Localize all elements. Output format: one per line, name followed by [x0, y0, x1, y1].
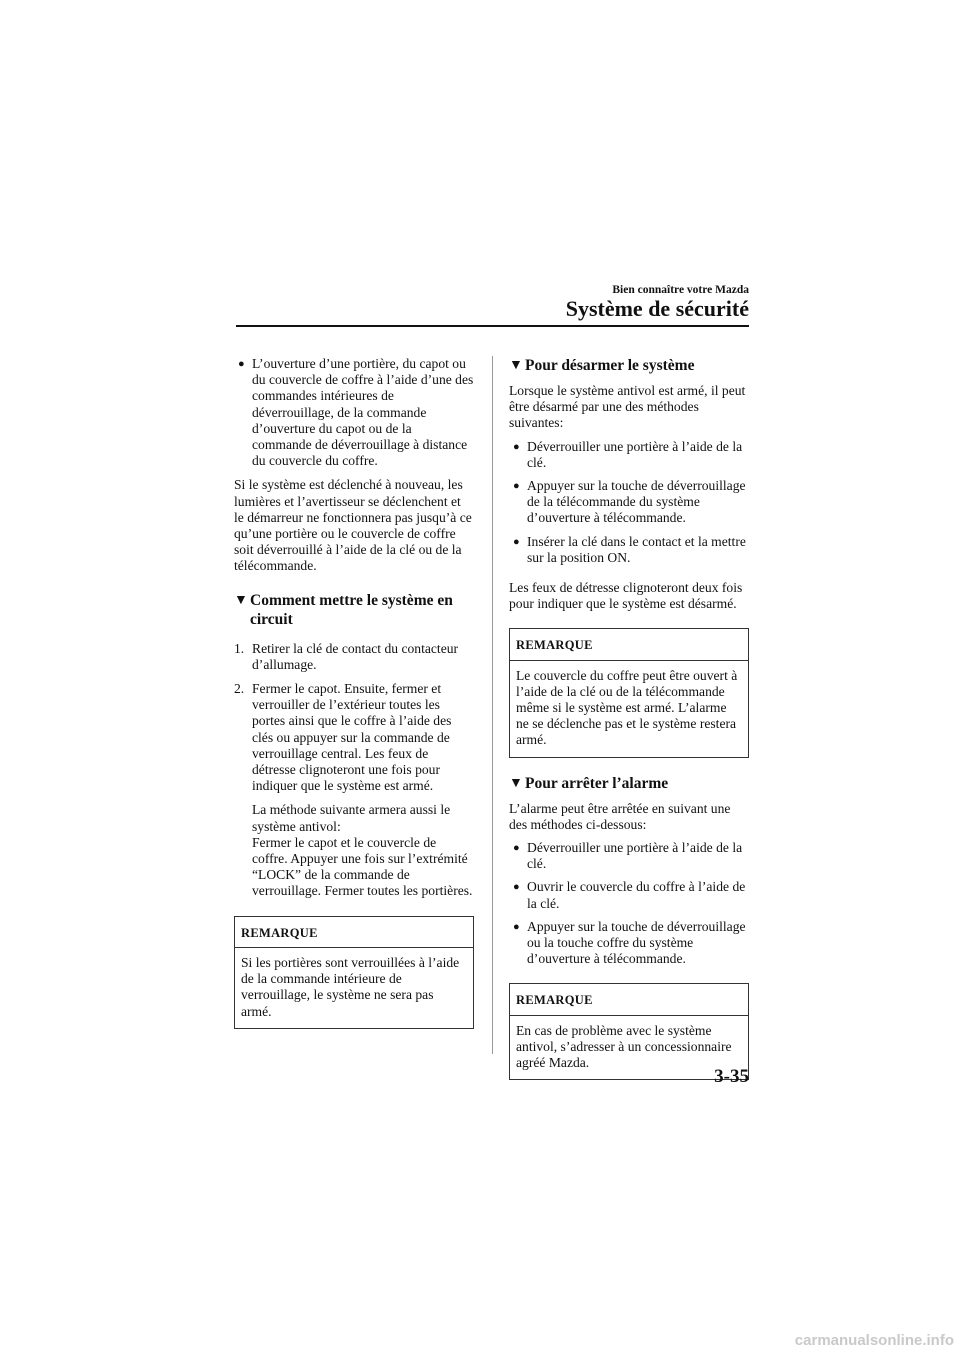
bullet-icon: ●: [513, 881, 520, 894]
note-title: REMARQUE: [510, 629, 748, 660]
bullet-icon: ●: [513, 440, 520, 453]
left-column: [234, 356, 474, 1029]
column-divider: [492, 356, 493, 1054]
section-heading: ▼ Pour arrêter l’alarme: [509, 774, 669, 792]
list-item: 1. Retirer la clé de contact du contacteur d’allumage.: [234, 640, 459, 672]
list-item: ● Déverrouiller une portière à l’aide de la clé.: [513, 438, 743, 470]
note-text: En cas de problème avec le système antivol, s’adresser à un concessionnaire agréé Mazda.: [516, 1022, 732, 1071]
bullet-icon: ●: [238, 358, 245, 370]
paragraph: Si le système est déclenché à nouveau, les lumières et l’avertisseur se déclenchent et le démarreur ne fonctionnera pas jusqu’à ce qu’une portière ou le couvercle de coffre soit déverrouillé à l’aide de la clé ou de la télécommande.: [234, 477, 472, 574]
note-box: [509, 628, 749, 757]
paragraph: Fermer le capot et le couvercle de coffre. Appuyer une fois sur l’extrémité “LOCK” de la commande de verrouillage. Fermer toutes les portières.: [252, 834, 473, 899]
paragraph: Les feux de détresse clignoteront deux fois pour indiquer que le système est désarmé.: [509, 580, 743, 612]
note-text: Le couvercle du coffre peut être ouvert à l’aide de la clé ou de la télécommande même si le système est armé. L’alarme ne se déclenche pas et le système restera armé.: [516, 667, 738, 748]
triangle-icon: ▼: [509, 775, 523, 791]
triangle-icon: ▼: [234, 592, 248, 608]
header-rule: [236, 325, 749, 327]
list-item: ● Déverrouiller une portière à l’aide de la clé.: [513, 840, 743, 872]
section-heading: ▼ Pour désarmer le système: [509, 357, 695, 374]
paragraph: Lorsque le système antivol est armé, il peut être désarmé par une des méthodes suivantes:: [509, 383, 746, 431]
bullet-icon: ●: [513, 842, 520, 855]
triangle-icon: ▼: [509, 358, 523, 373]
page-title: Système de sécurité: [565, 296, 749, 321]
note-title: REMARQUE: [510, 984, 748, 1015]
list-item: ● Ouvrir le couvercle du coffre à l’aide de la clé.: [513, 879, 746, 911]
right-column: [509, 356, 749, 1080]
paragraph: L’alarme peut être arrêtée en suivant une des méthodes ci-dessous:: [509, 800, 731, 832]
page-number: 3-35: [714, 1066, 749, 1087]
note-text: Si les portières sont verrouillées à l’aide de la commande intérieure de verrouillage, le système ne sera pas armé.: [241, 954, 460, 1019]
note-box: [234, 916, 474, 1029]
bullet-icon: ●: [513, 480, 520, 493]
note-title: REMARQUE: [235, 917, 473, 948]
list-item: ● Appuyer sur la touche de déverrouillage ou la touche coffre du système d’ouverture à télécommande.: [513, 918, 746, 967]
bullet-icon: ●: [513, 920, 520, 933]
paragraph: La méthode suivante armera aussi le système antivol:: [252, 802, 451, 834]
bullet-icon: ●: [513, 535, 520, 548]
list-item: ● L’ouverture d’une portière, du capot ou du couvercle de coffre à l’aide d’une des commandes intérieures de déverrouillage, de la commande d’ouverture du capot ou de la commande de déverrouillage à distance du couvercle du coffre.: [238, 356, 474, 469]
section-heading: ▼ Comment mettre le système en circuit: [234, 591, 453, 628]
list-item: 2. Fermer le capot. Ensuite, fermer et verrouiller de l’extérieur toutes les portes ainsi que le coffre à l’aide des clés ou appuyer sur la commande de verrouillage central. Les feux de détresse clignoteront une fois pour indiquer que le système est armé.: [234, 681, 452, 794]
section-subtitle: Bien connaître votre Mazda: [612, 284, 749, 296]
note-box: [509, 983, 749, 1080]
list-item: ● Insérer la clé dans le contact et la mettre sur la position ON.: [513, 533, 746, 565]
watermark: carmanualsonline.info: [794, 1332, 954, 1349]
list-item: ● Appuyer sur la touche de déverrouillage de la télécommande du système d’ouverture à télécommande.: [513, 478, 746, 526]
